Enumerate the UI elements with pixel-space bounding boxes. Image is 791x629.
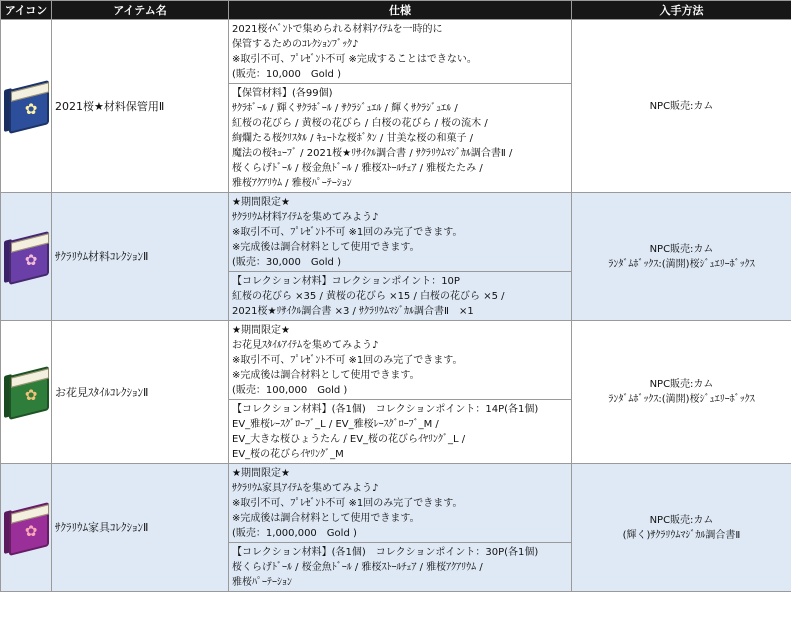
blue-book-sakura-icon [1,81,51,131]
spec-line: ｻｸﾗﾘｳﾑ材料ｱｲﾃﾑを集めてみよう♪ [232,212,379,223]
material-line: 【コレクション材料】(各1個) コレクションポイント：14P(各1個) [232,404,539,415]
method-line: (輝く)ｻｸﾗﾘｳﾑﾏｼﾞｶﾙ調合書Ⅱ [622,529,741,541]
material-line: 桜くらげﾄﾞｰﾙ / 桜金魚ﾄﾞｰﾙ / 雅桜ｽﾄｰﾙﾁｪｱ / 雅桜ｱｸｱﾘｳﾑ / [232,562,483,573]
green-book-gourd-icon [1,367,51,417]
table-body [1,20,791,592]
table-row [1,321,791,400]
material-line: 雅桜ｱｸｱﾘｳﾑ / 雅桜ﾊﾟｰﾃｰｼｮﾝ [232,178,352,189]
spec-line: (販売：100,000 Gold ) [232,385,348,396]
material-line: 【保管材料】(各99個) [232,88,333,99]
icon-cell [1,464,52,592]
spec-materials [229,272,572,321]
spec-line: ※取引不可、ﾌﾟﾚｾﾞﾝﾄ不可 ※1回のみ完了できます。 [232,355,463,366]
material-line: 雅桜ﾊﾟｰﾃｰｼｮﾝ [232,577,292,588]
material-line: 【コレクション材料】(各1個) コレクションポイント：30P(各1個) [232,547,539,558]
spec-description [229,193,572,272]
spec-materials [229,543,572,592]
header-spec: 仕様 [229,1,572,20]
spec-line: ★期間限定★ [232,325,290,336]
method-line: NPC販売:カム [649,514,714,526]
table-row [1,193,791,272]
spec-line: ※取引不可、ﾌﾟﾚｾﾞﾝﾄ不可 ※完成することはできない。 [232,54,477,65]
spec-line: ※完成後は調合材料として使用できます。 [232,513,420,524]
spec-line: ※完成後は調合材料として使用できます。 [232,370,420,381]
material-line: 【コレクション材料】コレクションポイント：10P [232,276,460,287]
material-line: 紅桜の花びら / 黄桜の花びら / 白桜の花びら / 桜の流木 / [232,118,488,129]
spec-line: (販売：1,000,000 Gold ) [232,528,357,539]
spec-description [229,20,572,84]
method-line: ﾗﾝﾀﾞﾑﾎﾞｯｸｽ:(満開)桜ｼﾞｭｴﾘｰﾎﾞｯｸｽ [608,258,755,270]
material-line: EV_桜の花びらｲﾔﾘﾝｸﾞ_M [232,449,344,460]
spec-line: 2021桜ｲﾍﾞﾝﾄで集められる材料ｱｲﾃﾑを一時的に [232,24,443,35]
book-emblem: ✿ [24,386,38,404]
spec-line: (販売：30,000 Gold ) [232,257,341,268]
icon-cell [1,20,52,193]
item-name: 2021桜★材料保管用Ⅱ [52,20,229,193]
spec-line: お花見ｽﾀｲﾙｱｲﾃﾑを集めてみよう♪ [232,340,379,351]
header-method: 入手方法 [572,1,791,20]
spec-line: ※取引不可、ﾌﾟﾚｾﾞﾝﾄ不可 ※1回のみ完了できます。 [232,227,463,238]
spec-line: 保管するためのｺﾚｸｼｮﾝﾌﾞｯｸ♪ [232,39,359,50]
method-cell [572,321,791,464]
spec-materials [229,84,572,193]
material-line: 紅桜の花びら ×35 / 黄桜の花びら ×15 / 白桜の花びら ×5 / [232,291,505,302]
table-row [1,20,791,84]
material-line: ｻｸﾗﾎﾞｰﾙ / 輝くｻｸﾗﾎﾞｰﾙ / ｻｸﾗｼﾞｭｴﾙ / 輝くｻｸﾗｼﾞｭｴﾙ / [232,103,458,114]
icon-cell [1,193,52,321]
method-cell [572,193,791,321]
material-line: 魔法の桜ｷｭｰﾌﾞ / 2021桜★ﾘｻｲｸﾙ調合書 / ｻｸﾗﾘｳﾑﾏｼﾞｶﾙ調合書Ⅱ / [232,148,513,159]
spec-line: ※完成後は調合材料として使用できます。 [232,242,420,253]
magenta-book-sakura-icon [1,503,51,553]
material-line: EV_大きな桜ひょうたん / EV_桜の花びらｲﾔﾘﾝｸﾞ_L / [232,434,466,445]
material-line: 2021桜★ﾘｻｲｸﾙ調合書 ×3 / ｻｸﾗﾘｳﾑﾏｼﾞｶﾙ調合書Ⅱ ×1 [232,306,474,317]
spec-description [229,464,572,543]
header-item-name: アイテム名 [52,1,229,20]
method-line: NPC販売:カム [649,379,714,390]
spec-line: ※取引不可、ﾌﾟﾚｾﾞﾝﾄ不可 ※1回のみ完了できます。 [232,498,463,509]
method-line: ﾗﾝﾀﾞﾑﾎﾞｯｸｽ:(満開)桜ｼﾞｭｴﾘｰﾎﾞｯｸｽ [608,394,755,405]
book-emblem: ✿ [24,250,38,269]
method-line: NPC販売:カム [649,243,714,255]
table-row [1,464,791,543]
spec-line: ★期間限定★ [232,468,290,479]
spec-materials [229,400,572,464]
book-emblem: ✿ [24,100,38,118]
method-cell [572,20,791,193]
spec-line: ★期間限定★ [232,197,290,208]
item-name: ｻｸﾗﾘｳﾑ材料ｺﾚｸｼｮﾝⅡ [52,193,229,321]
item-name: お花見ｽﾀｲﾙｺﾚｸｼｮﾝⅡ [52,321,229,464]
spec-line: (販売：10,000 Gold ) [232,69,341,80]
material-line: EV_雅桜ﾚｰｽｸﾞﾛｰﾌﾞ_L / EV_雅桜ﾚｰｽｸﾞﾛｰﾌﾞ_M / [232,419,439,430]
method-line: NPC販売:カム [649,100,714,112]
header-row [1,1,791,20]
material-line: 桜くらげﾄﾞｰﾙ / 桜金魚ﾄﾞｰﾙ / 雅桜ｽﾄｰﾙﾁｪｱ / 雅桜たたみ / [232,163,483,174]
material-line: 絢爛たる桜ｸﾘｽﾀﾙ / ｷｭｰﾄな桜ﾎﾞﾀﾝ / 甘美な桜の和菓子 / [232,133,474,144]
item-name: ｻｸﾗﾘｳﾑ家具ｺﾚｸｼｮﾝⅡ [52,464,229,592]
icon-cell [1,321,52,464]
spec-line: ｻｸﾗﾘｳﾑ家具ｱｲﾃﾑを集めてみよう♪ [232,483,379,494]
spec-description [229,321,572,400]
purple-book-sakura-icon [1,232,51,282]
header-icon: アイコン [1,1,52,20]
method-cell [572,464,791,592]
book-emblem: ✿ [24,521,38,540]
